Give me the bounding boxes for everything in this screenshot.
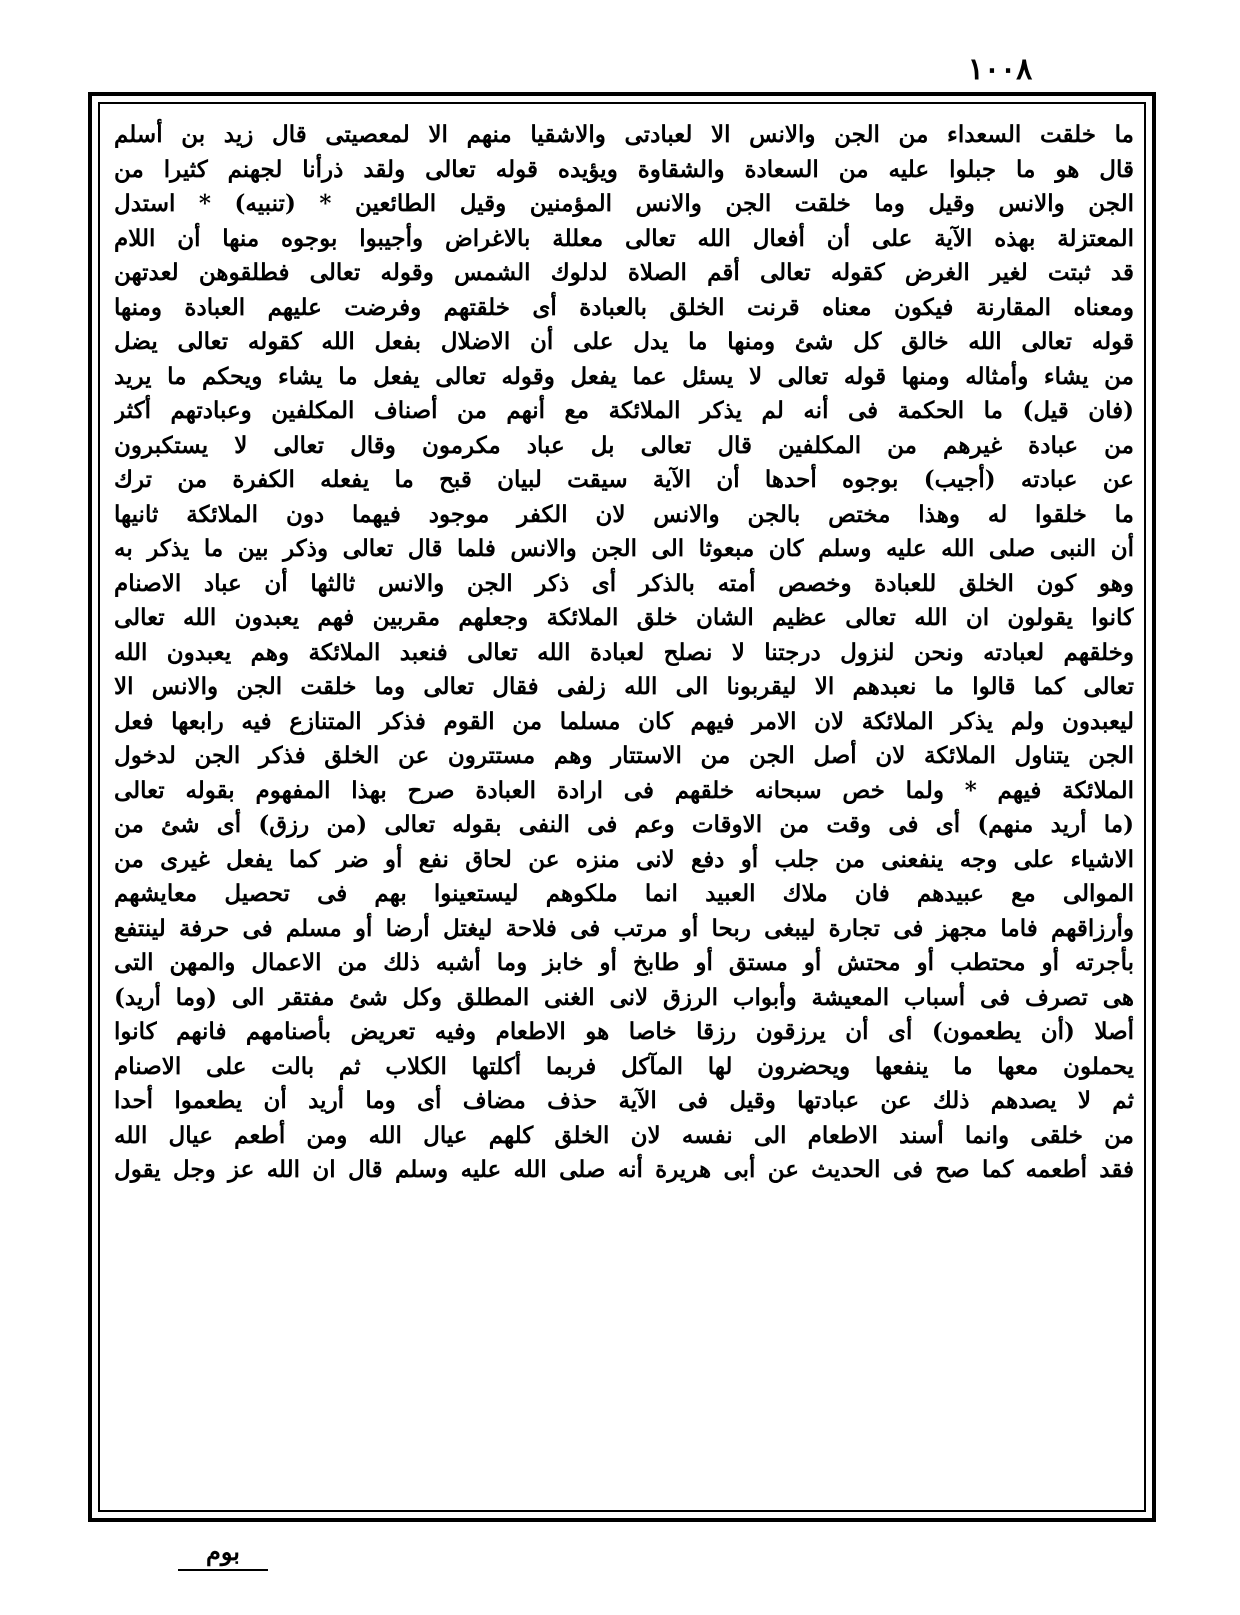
text-line-21: (ما أريد منهم) أى فى وقت من الاوقات وعم فى النفى بقوله تعالى (من رزق) أى شئ من xyxy=(114,811,1134,838)
text-line-31: فقد أطعمه كما صح فى الحديث عن أبى هريرة أنه صلى الله عليه وسلم قال ان الله عز وجل يقول xyxy=(114,1156,1134,1183)
text-line-17: تعالى كما قالوا ما نعبدهم الا ليقربونا الى الله زلفى فقال تعالى وما خلقت الجن والانس الا xyxy=(114,673,1134,700)
text-line-2: قال هو ما جبلوا عليه من السعادة والشقاوة ويؤيده قوله تعالى ولقد ذرأنا لجهنم كثيرا من xyxy=(114,155,1134,183)
text-line-15: كانوا يقولون ان الله تعالى عظيم الشان خلق الملائكة وجعلهم مقربين فهم يعبدون الله تعالى xyxy=(114,604,1134,631)
text-line-9: (فان قيل) ما الحكمة فى أنه لم يذكر الملائكة مع أنهم من أصناف المكلفين وعبادتهم أكثر xyxy=(114,397,1134,424)
text-line-25: بأجرته أو محتطب أو محتش أو مستق أو طابخ أو خابز وما أشبه ذلك من الاعمال والمهن التى xyxy=(114,949,1134,976)
text-line-16: وخلقهم لعبادته ونحن لنزول درجتنا لا نصلح لعبادة الله تعالى فنعبد الملائكة وهم يعبدون الله xyxy=(114,638,1134,666)
text-line-26: هى تصرف فى أسباب المعيشة وأبواب الرزق لانى الغنى المطلق وكل شئ مفتقر الى (وما أريد) xyxy=(114,983,1134,1011)
text-line-10: من عبادة غيرهم من المكلفين قال تعالى بل عباد مكرمون وقال تعالى لا يستكبرون xyxy=(114,431,1134,459)
text-line-24: وأرزاقهم فاما مجهز فى تجارة ليبغى ربحا أو مرتب فى فلاحة ليغتل أرضا أو مسلم فى حرفة لينتفع xyxy=(114,914,1134,942)
page-text-block xyxy=(114,118,1134,1498)
text-line-4: المعتزلة بهذه الآية على أن أفعال الله تعالى معللة بالاغراض وأجيبوا بوجوه منها أن اللام xyxy=(114,224,1134,252)
text-line-28: يحملون معها ما ينفعها ويحضرون لها المآكل فربما أكلتها الكلاب ثم بالت على الاصنام xyxy=(114,1052,1134,1080)
text-line-3: الجن والانس وقيل وما خلقت الجن والانس المؤمنين وقيل الطائعين * (تنبيه) * استدل xyxy=(114,190,1134,217)
text-line-30: من خلقى وانما أسند الاطعام الى نفسه لان الخلق كلهم عيال الله ومن أطعم عيال الله xyxy=(114,1121,1134,1149)
text-line-6: ومعناه المقارنة فيكون معناه قرنت الخلق بالعبادة أى خلقتهم وفرضت عليهم العبادة ومنها xyxy=(114,293,1134,321)
text-line-8: من يشاء وأمثاله ومنها قوله تعالى لا يسئل عما يفعل وقوله تعالى يفعل ما يشاء ويحكم ما يريد xyxy=(114,362,1134,390)
text-line-13: أن النبى صلى الله عليه وسلم كان مبعوثا الى الجن والانس فلما قال تعالى وذكر بين ما يذكر به xyxy=(114,535,1134,562)
text-line-19: الجن يتناول الملائكة لان أصل الجن من الاستتار وهم مستترون عن الخلق فذكر الجن لدخول xyxy=(114,742,1134,769)
text-line-20: الملائكة فيهم * ولما خص سبحانه خلقهم فى ارادة العبادة صرح بهذا المفهوم بقوله تعالى xyxy=(114,776,1134,804)
text-line-22: الاشياء على وجه ينفعنى من جلب أو دفع لانى منزه عن لحاق نفع أو ضر كما يفعل غيرى من xyxy=(114,845,1134,873)
catchword: بوم xyxy=(178,1535,268,1571)
text-line-23: الموالى مع عبيدهم فان ملاك العبيد انما ملكوهم ليستعينوا بهم فى تحصيل معايشهم xyxy=(114,880,1134,907)
text-line-7: قوله تعالى الله خالق كل شئ ومنها ما يدل على أن الاضلال بفعل الله كقوله تعالى يضل xyxy=(114,328,1134,355)
text-line-12: ما خلقوا له وهذا مختص بالجن والانس لان الكفر موجود فيهما دون الملائكة ثانيها xyxy=(114,500,1134,528)
text-line-14: وهو كون الخلق للعبادة وخصص أمته بالذكر أى ذكر الجن والانس ثالثها أن عباد الاصنام xyxy=(114,569,1134,597)
text-line-18: ليعبدون ولم يذكر الملائكة لان الامر فيهم كان مسلما من القوم فذكر المتنازع فيه رابعها فعل xyxy=(114,707,1134,735)
text-line-29: ثم لا يصدهم ذلك عن عبادتها وقيل فى الآية حذف مضاف أى وما أريد أن يطعموا أحدا xyxy=(114,1087,1134,1114)
text-line-1: ما خلقت السعداء من الجن والانس الا لعبادتى والاشقيا منهم الا لمعصيتى قال زيد بن أسلم xyxy=(114,121,1134,148)
text-line-11: عن عبادته (أجيب) بوجوه أحدها أن الآية سيقت لبيان قبح ما يفعله الكفرة من ترك xyxy=(114,466,1134,493)
text-line-27: أصلا (أن يطعمون) أى أن يرزقون رزقا خاصا هو الاطعام وفيه تعريض بأصنامهم فانهم كانوا xyxy=(114,1018,1134,1045)
page-number: ١٠٠٨ xyxy=(967,52,1033,87)
text-line-5: قد ثبتت لغير الغرض كقوله تعالى أقم الصلاة لدلوك الشمس وقوله تعالى فطلقوهن لعدتهن xyxy=(114,259,1134,286)
